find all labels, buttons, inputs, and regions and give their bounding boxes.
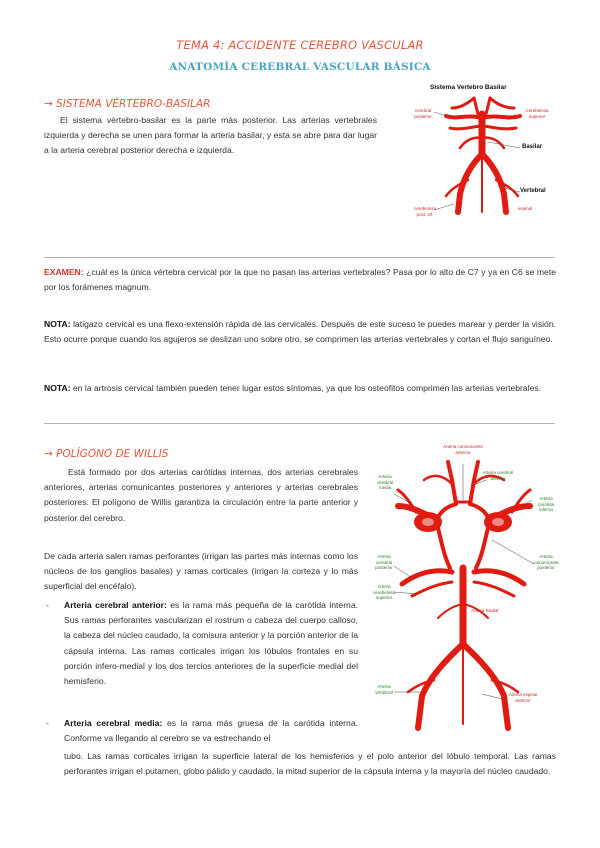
- section-heading-vertebro-basilar: → SISTEMA VÉRTEBRO-BASILAR: [44, 98, 211, 110]
- vertebro-basilar-figure: [412, 84, 558, 220]
- section-heading-willis: → POLÍGONO DE WILLIS: [44, 448, 169, 460]
- divider: [44, 423, 555, 424]
- willis-label-br: Arteria espinal anterior: [508, 692, 538, 703]
- note2-text: en la artrosis cervical también pueden tener lugar estos síntomas, ya que los osteofitos comprimen las arterias vertebrales.: [70, 383, 542, 393]
- note-arthrosis: [44, 381, 556, 396]
- figure1-label-tl: cerebral posterior: [414, 108, 432, 119]
- willis-label-top: Arteria comunicante anterior: [442, 444, 484, 455]
- willis-label-r1: Arteria carótida interna: [537, 496, 554, 512]
- willis-label-l1: Arteria cerebral posterior: [375, 554, 393, 570]
- exam-label: EXAMEN:: [44, 267, 84, 277]
- willis-figure: [372, 444, 560, 736]
- bullet-dash: -: [46, 718, 49, 728]
- list-item-anterior: [46, 598, 359, 689]
- note1-text: latigazo cervical es una flexo-extensión rápida de las cervicales. Después de este suceso te puedes marear y perder la visión. Esto ocurre porque cuando los agujeros se deslizan uno sobre otro, se comprimen las arterias vertebrales y cortan el flujo sanguíneo.: [44, 319, 556, 345]
- willis-label-tl: Arteria cerebral media: [376, 474, 394, 490]
- item2-label: Arteria cerebral media:: [64, 718, 163, 728]
- item1-label: Arteria cerebral anterior:: [64, 600, 167, 610]
- item1-text: es la rama más pequeña de la carótida interna. Sus ramas perforantes vascularizan el rostrum o cabeza del cuerpo calloso, la cabeza del núcleo caudado, la comisura anterior y la porción anterior de la cápsula interna. Las ramas corticales irrigan los lóbulos frontales en su porción infero-medial y los dos tercios anteriores de la superficie medial del hemisferio.: [64, 600, 359, 687]
- note1-label: NOTA:: [44, 319, 71, 329]
- exam-note: [44, 265, 556, 295]
- figure1-label-vertebral: Vertebral: [520, 188, 546, 194]
- willis-paragraph-1: Está formado por dos arterias carótidas internas, dos arterias cerebrales anteriores, arterias comunicantes posteriores y anteriores y arterias cerebrales posteriores. El polígono de Willis garantiza la circulación entre la parte anterior y posterior del cerebro.: [44, 467, 358, 523]
- figure1-label-basilar: Basilar: [522, 144, 543, 150]
- note2-label: NOTA:: [44, 383, 71, 393]
- vertebro-basilar-paragraph: El sistema vértebro-basilar es la parte más posterior. Las arterias vertebrales izquierda y derecha se unen para formar la arteria basilar, y esta se abre para dar lugar a la arteria cerebral posterior derecha e izquierda.: [44, 115, 377, 156]
- page-subtitle: ANATOMÍA CEREBRAL VASCULAR BÁSICA: [169, 61, 431, 73]
- vertebro-basilar-diagram: [412, 84, 558, 220]
- page-title: TEMA 4: ACCIDENTE CEREBRO VASCULAR: [176, 38, 424, 52]
- bullet-dash: -: [46, 600, 49, 610]
- figure1-label-br: espinal: [517, 206, 533, 211]
- note-whiplash: [44, 317, 556, 347]
- willis-label-mid: Arteria basilar: [471, 608, 499, 613]
- willis-label-tr: Arteria cerebral anterior: [482, 470, 514, 481]
- willis-label-r2: Arteria comunicante posterior: [533, 554, 559, 570]
- willis-paragraph-2: De cada arteria salen ramas perforantes (irrigan las partes más internas como los núcleos de los ganglios basales) y ramas corticales (irrigan la corteza y lo más superficial del encéfalo).: [44, 551, 358, 592]
- list-item-media: [46, 716, 358, 746]
- willis-label-l2: Arteria cerebelosa superior: [372, 584, 395, 600]
- figure1-title: Sistema Vertebro Basilar: [430, 84, 507, 91]
- willis-label-bl: Arteria vertebral: [375, 684, 393, 695]
- media-continuation: tubo. Las ramas corticales irrigan la superficie lateral de los hemisferios y el polo anterior del lóbulo temporal. Las ramas perforantes irrigan el putamen, globo pálido y caudado, la mitad superior de la cápsula interna y la mayoría del núcleo caudado.: [64, 751, 556, 777]
- divider: [44, 257, 555, 258]
- item2-text: es la rama más gruesa de la carótida interna. Conforme va llegando al cerebro se va estrechando el: [64, 718, 358, 744]
- figure1-label-tr: Cerebelosa superior: [525, 108, 549, 119]
- exam-text: ¿cuál es la única vértebra cervical por la que no pasan las arterias vertebrales? Pasa por lo alto de C7 y ya en C6 se mete por los forámenes magnum.: [44, 267, 556, 293]
- figure1-label-bl: cerebelosa post. inf.: [414, 206, 437, 217]
